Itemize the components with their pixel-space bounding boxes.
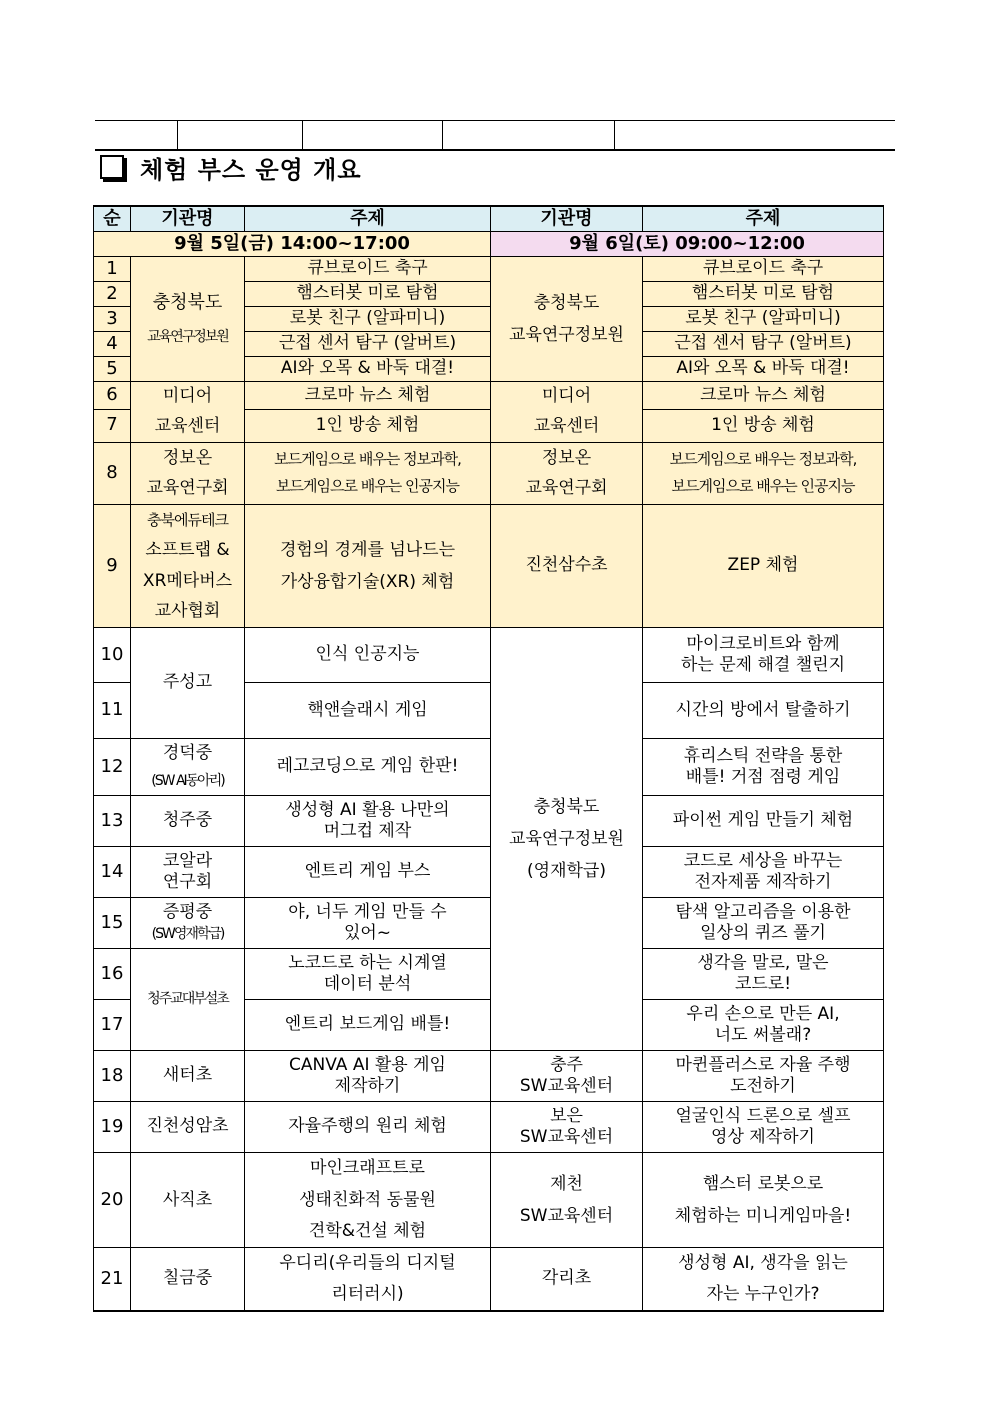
org-day2: 충주 SW교육센터 (491, 1051, 643, 1102)
table-row (94, 847, 884, 898)
org-day1: 사직초 (131, 1153, 245, 1248)
topic-day2: 보드게임으로 배우는 정보과학, 보드게임으로 배우는 인공지능 (643, 442, 884, 504)
topic-day2: 생각을 말로, 말은 코드로! (643, 949, 884, 1000)
table-row (94, 796, 884, 847)
header-no: 순 (94, 206, 131, 232)
topic-day1: 큐브로이드 축구 (245, 257, 491, 282)
topic-day1: CANVA AI 활용 게임 제작하기 (245, 1051, 491, 1102)
date-row (94, 232, 884, 257)
topic-day2: 1인 방송 체험 (643, 409, 884, 442)
row-number: 1 (94, 257, 131, 282)
org-day1: 충청북도 교육연구정보원 (131, 257, 245, 382)
org-day1: 충북에듀테크 소프트랩 & XR메타버스 교사협회 (131, 504, 245, 627)
org-day1: 새터초 (131, 1051, 245, 1102)
checkbox-icon (100, 155, 124, 179)
row-number: 11 (94, 683, 131, 739)
topic-day2: 크로마 뉴스 체험 (643, 382, 884, 410)
row-number: 21 (94, 1248, 131, 1311)
table-row (94, 1153, 884, 1248)
row-number: 4 (94, 332, 131, 357)
header-topic2: 주제 (643, 206, 884, 232)
topic-day1: 우디리(우리들의 디지털 리터러시) (245, 1248, 491, 1311)
org-day2: 충청북도 교육연구정보원 (491, 257, 643, 382)
row-number: 5 (94, 357, 131, 382)
org-day2: 충청북도 교육연구정보원 (영재학급) (491, 628, 643, 1051)
row-number: 9 (94, 504, 131, 627)
topic-day1: 경험의 경계를 넘나드는 가상융합기술(XR) 체험 (245, 504, 491, 627)
row-number: 15 (94, 898, 131, 949)
org-day2: 진천삼수초 (491, 504, 643, 627)
row-number: 10 (94, 628, 131, 683)
org-day2: 미디어 교육센터 (491, 382, 643, 443)
header-org2: 기관명 (491, 206, 643, 232)
topic-day2: 휴리스틱 전략을 통한 배틀! 거점 점령 게임 (643, 739, 884, 796)
table-row (94, 898, 884, 949)
table-row (94, 1051, 884, 1102)
topic-day1: 핵앤슬래시 게임 (245, 683, 491, 739)
table-row (94, 504, 884, 627)
header-org1: 기관명 (131, 206, 245, 232)
topic-day1: 근접 센서 탐구 (알버트) (245, 332, 491, 357)
row-number: 20 (94, 1153, 131, 1248)
topic-day2: 얼굴인식 드론으로 셀프 영상 제작하기 (643, 1102, 884, 1153)
topic-day2: 코드로 세상을 바꾸는 전자제품 제작하기 (643, 847, 884, 898)
table-row (94, 949, 884, 1000)
topic-day1: 크로마 뉴스 체험 (245, 382, 491, 410)
section-heading (100, 150, 362, 184)
topic-day2: ZEP 체험 (643, 504, 884, 627)
org-day1: 진천성암초 (131, 1102, 245, 1153)
org-day2: 각리초 (491, 1248, 643, 1311)
header-topic1: 주제 (245, 206, 491, 232)
table-row (94, 1102, 884, 1153)
topic-day2: 우리 손으로 만든 AI, 너도 써볼래? (643, 1000, 884, 1051)
date-day1: 9월 5일(금) 14:00~17:00 (94, 232, 491, 257)
topic-day1: 보드게임으로 배우는 정보과학, 보드게임으로 배우는 인공지능 (245, 442, 491, 504)
row-number: 3 (94, 307, 131, 332)
date-day2: 9월 6일(토) 09:00~12:00 (491, 232, 884, 257)
topic-day2: 근접 센서 탐구 (알버트) (643, 332, 884, 357)
org-day1: 증평중 (SW영재학급) (131, 898, 245, 949)
table-row (94, 739, 884, 796)
header-row (94, 206, 884, 232)
row-number: 2 (94, 282, 131, 307)
topic-day2: 로봇 친구 (알파미니) (643, 307, 884, 332)
org-day2: 보은 SW교육센터 (491, 1102, 643, 1153)
topic-day2: 시간의 방에서 탈출하기 (643, 683, 884, 739)
org-day2: 제천 SW교육센터 (491, 1153, 643, 1248)
topic-day1: AI와 오목 & 바둑 대결! (245, 357, 491, 382)
topic-day1: 햄스터봇 미로 탐험 (245, 282, 491, 307)
row-number: 14 (94, 847, 131, 898)
topic-day1: 1인 방송 체험 (245, 409, 491, 442)
topic-day1: 로봇 친구 (알파미니) (245, 307, 491, 332)
row-number: 19 (94, 1102, 131, 1153)
topic-day1: 자율주행의 원리 체험 (245, 1102, 491, 1153)
row-number: 8 (94, 442, 131, 504)
topic-day1: 생성형 AI 활용 나만의 머그컵 제작 (245, 796, 491, 847)
org-day1: 청주교대부설초 (131, 949, 245, 1051)
row-number: 12 (94, 739, 131, 796)
org-day1: 칠금중 (131, 1248, 245, 1311)
topic-day1: 엔트리 게임 부스 (245, 847, 491, 898)
org-day2: 정보온 교육연구회 (491, 442, 643, 504)
topic-day2: 마이크로비트와 함께 하는 문제 해결 챌린지 (643, 628, 884, 683)
org-day1: 경덕중 (SW AI동아리) (131, 739, 245, 796)
table-row (94, 442, 884, 504)
topic-day2: 마퀸플러스로 자율 주행 도전하기 (643, 1051, 884, 1102)
topic-day2: 큐브로이드 축구 (643, 257, 884, 282)
table-row (94, 1248, 884, 1311)
row-number: 7 (94, 409, 131, 442)
row-number: 13 (94, 796, 131, 847)
section-title: 체험 부스 운영 개요 (140, 155, 362, 184)
topic-day1: 노코드로 하는 시계열 데이터 분석 (245, 949, 491, 1000)
booth-table (93, 205, 884, 1312)
row-number: 16 (94, 949, 131, 1000)
topic-day1: 마인크래프트로 생태친화적 동물원 견학&건설 체험 (245, 1153, 491, 1248)
topic-day2: 햄스터봇 미로 탐험 (643, 282, 884, 307)
org-day1: 정보온 교육연구회 (131, 442, 245, 504)
org-day1: 미디어 교육센터 (131, 382, 245, 443)
org-day1: 주성고 (131, 628, 245, 739)
table-row (94, 382, 884, 410)
row-number: 18 (94, 1051, 131, 1102)
topic-day2: 생성형 AI, 생각을 읽는 자는 누구인가? (643, 1248, 884, 1311)
top-empty-table (95, 120, 895, 151)
row-number: 17 (94, 1000, 131, 1051)
table-row (94, 257, 884, 282)
table-row (94, 628, 884, 683)
topic-day2: 탐색 알고리즘을 이용한 일상의 퀴즈 풀기 (643, 898, 884, 949)
topic-day1: 인식 인공지능 (245, 628, 491, 683)
topic-day1: 야, 너두 게임 만들 수 있어~ (245, 898, 491, 949)
row-number: 6 (94, 382, 131, 410)
topic-day2: 파이썬 게임 만들기 체험 (643, 796, 884, 847)
topic-day1: 레고코딩으로 게임 한판! (245, 739, 491, 796)
topic-day1: 엔트리 보드게임 배틀! (245, 1000, 491, 1051)
org-day1: 코알라 연구회 (131, 847, 245, 898)
topic-day2: AI와 오목 & 바둑 대결! (643, 357, 884, 382)
org-day1: 청주중 (131, 796, 245, 847)
topic-day2: 햄스터 로봇으로 체험하는 미니게임마을! (643, 1153, 884, 1248)
